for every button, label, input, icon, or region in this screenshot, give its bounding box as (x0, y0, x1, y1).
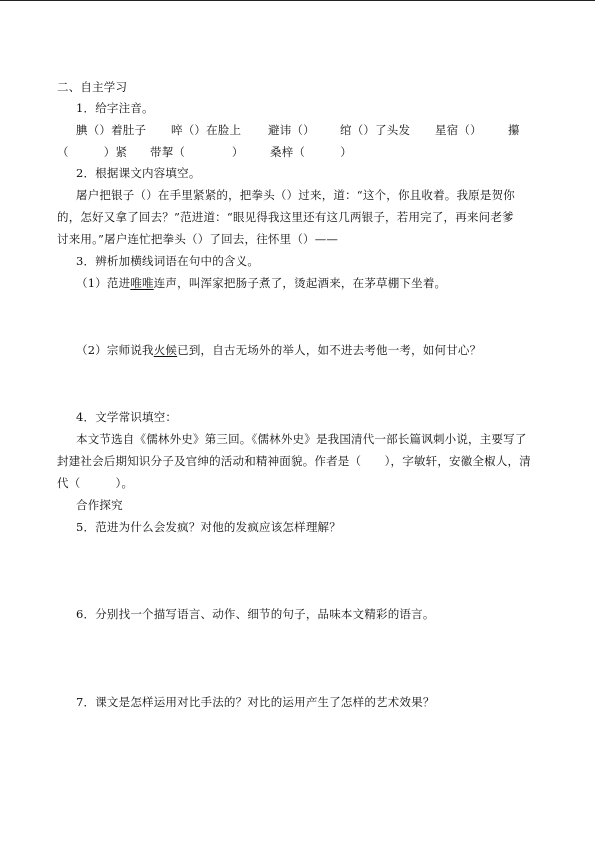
q1-item: 绾（）了头发 (340, 123, 411, 137)
q4-line: 本文节选自《儒林外史》第三回。《儒林外史》是我国清代一部长篇讽刺小说，主要写了 (76, 432, 527, 446)
q3-s1-underlined-word: 唯唯 (130, 276, 154, 290)
q3-sentence-1 (76, 276, 446, 290)
q3-s2-post: 已到，自古无场外的举人，如不进去考他一考，如何甘心？ (177, 343, 482, 357)
q4-line: 代（ ）。 (57, 476, 134, 490)
q1-item: 腆（）着肚子 (76, 123, 147, 137)
q3-s2-pre: （2）宗师说我 (76, 343, 154, 357)
q3-s1-post: 连声，叫浑家把肠子煮了，烫起酒来，在茅草棚下坐着。 (153, 276, 447, 290)
q1-item: 星宿（） (435, 123, 482, 137)
q3-s2-underlined-word: 火候 (153, 343, 178, 357)
q2-line: 屠户把银子（）在手里紧紧的，把拳头（）过来，道：“这个，你且收着。我原是贺你 (76, 188, 515, 202)
q1-item: （ ）紧 (57, 145, 128, 159)
q2-title: 2．根据课文内容填空。 (76, 166, 201, 180)
q3-title: 3．辨析加横线词语在句中的含义。 (76, 254, 260, 268)
q1-item: 桑梓（ ） (270, 145, 352, 159)
q3-s1-pre: （1）范进 (76, 276, 131, 290)
q1-item: 攥 (508, 123, 520, 137)
q4-line: 封建社会后期知识分子及官绅的活动和精神面貌。作者是（ ），字敏轩，安徽全椒人，清 (57, 454, 531, 468)
cooperative-inquiry-title: 合作探究 (76, 498, 123, 512)
q1-title: 1．给字注音。 (76, 101, 154, 115)
q7: 7．课文是怎样运用对比手法的？对比的运用产生了怎样的艺术效果？ (76, 695, 435, 709)
q3-sentence-2 (76, 343, 481, 357)
q1-item: 啐（）在脸上 (171, 123, 242, 137)
q1-item: 带挈（ ） (150, 145, 244, 159)
q2-line: 讨来用。”屠户连忙把拳头（）了回去，往怀里（）—— (57, 232, 339, 246)
section-title: 二、自主学习 (57, 80, 128, 94)
q4-title: 4．文学常识填空： (76, 410, 178, 424)
top-border (0, 0, 595, 1)
q5: 5．范进为什么会发疯？对他的发疯应该怎样理解？ (76, 520, 341, 534)
q1-item: 避讳（） (268, 123, 315, 137)
q2-line: 的，怎好又拿了回去？”范进道：“眼见得我这里还有这几两银子，若用完了，再来问老爹 (57, 210, 514, 224)
q6: 6．分别找一个描写语言、动作、细节的句子，品味本文精彩的语言。 (76, 607, 435, 621)
